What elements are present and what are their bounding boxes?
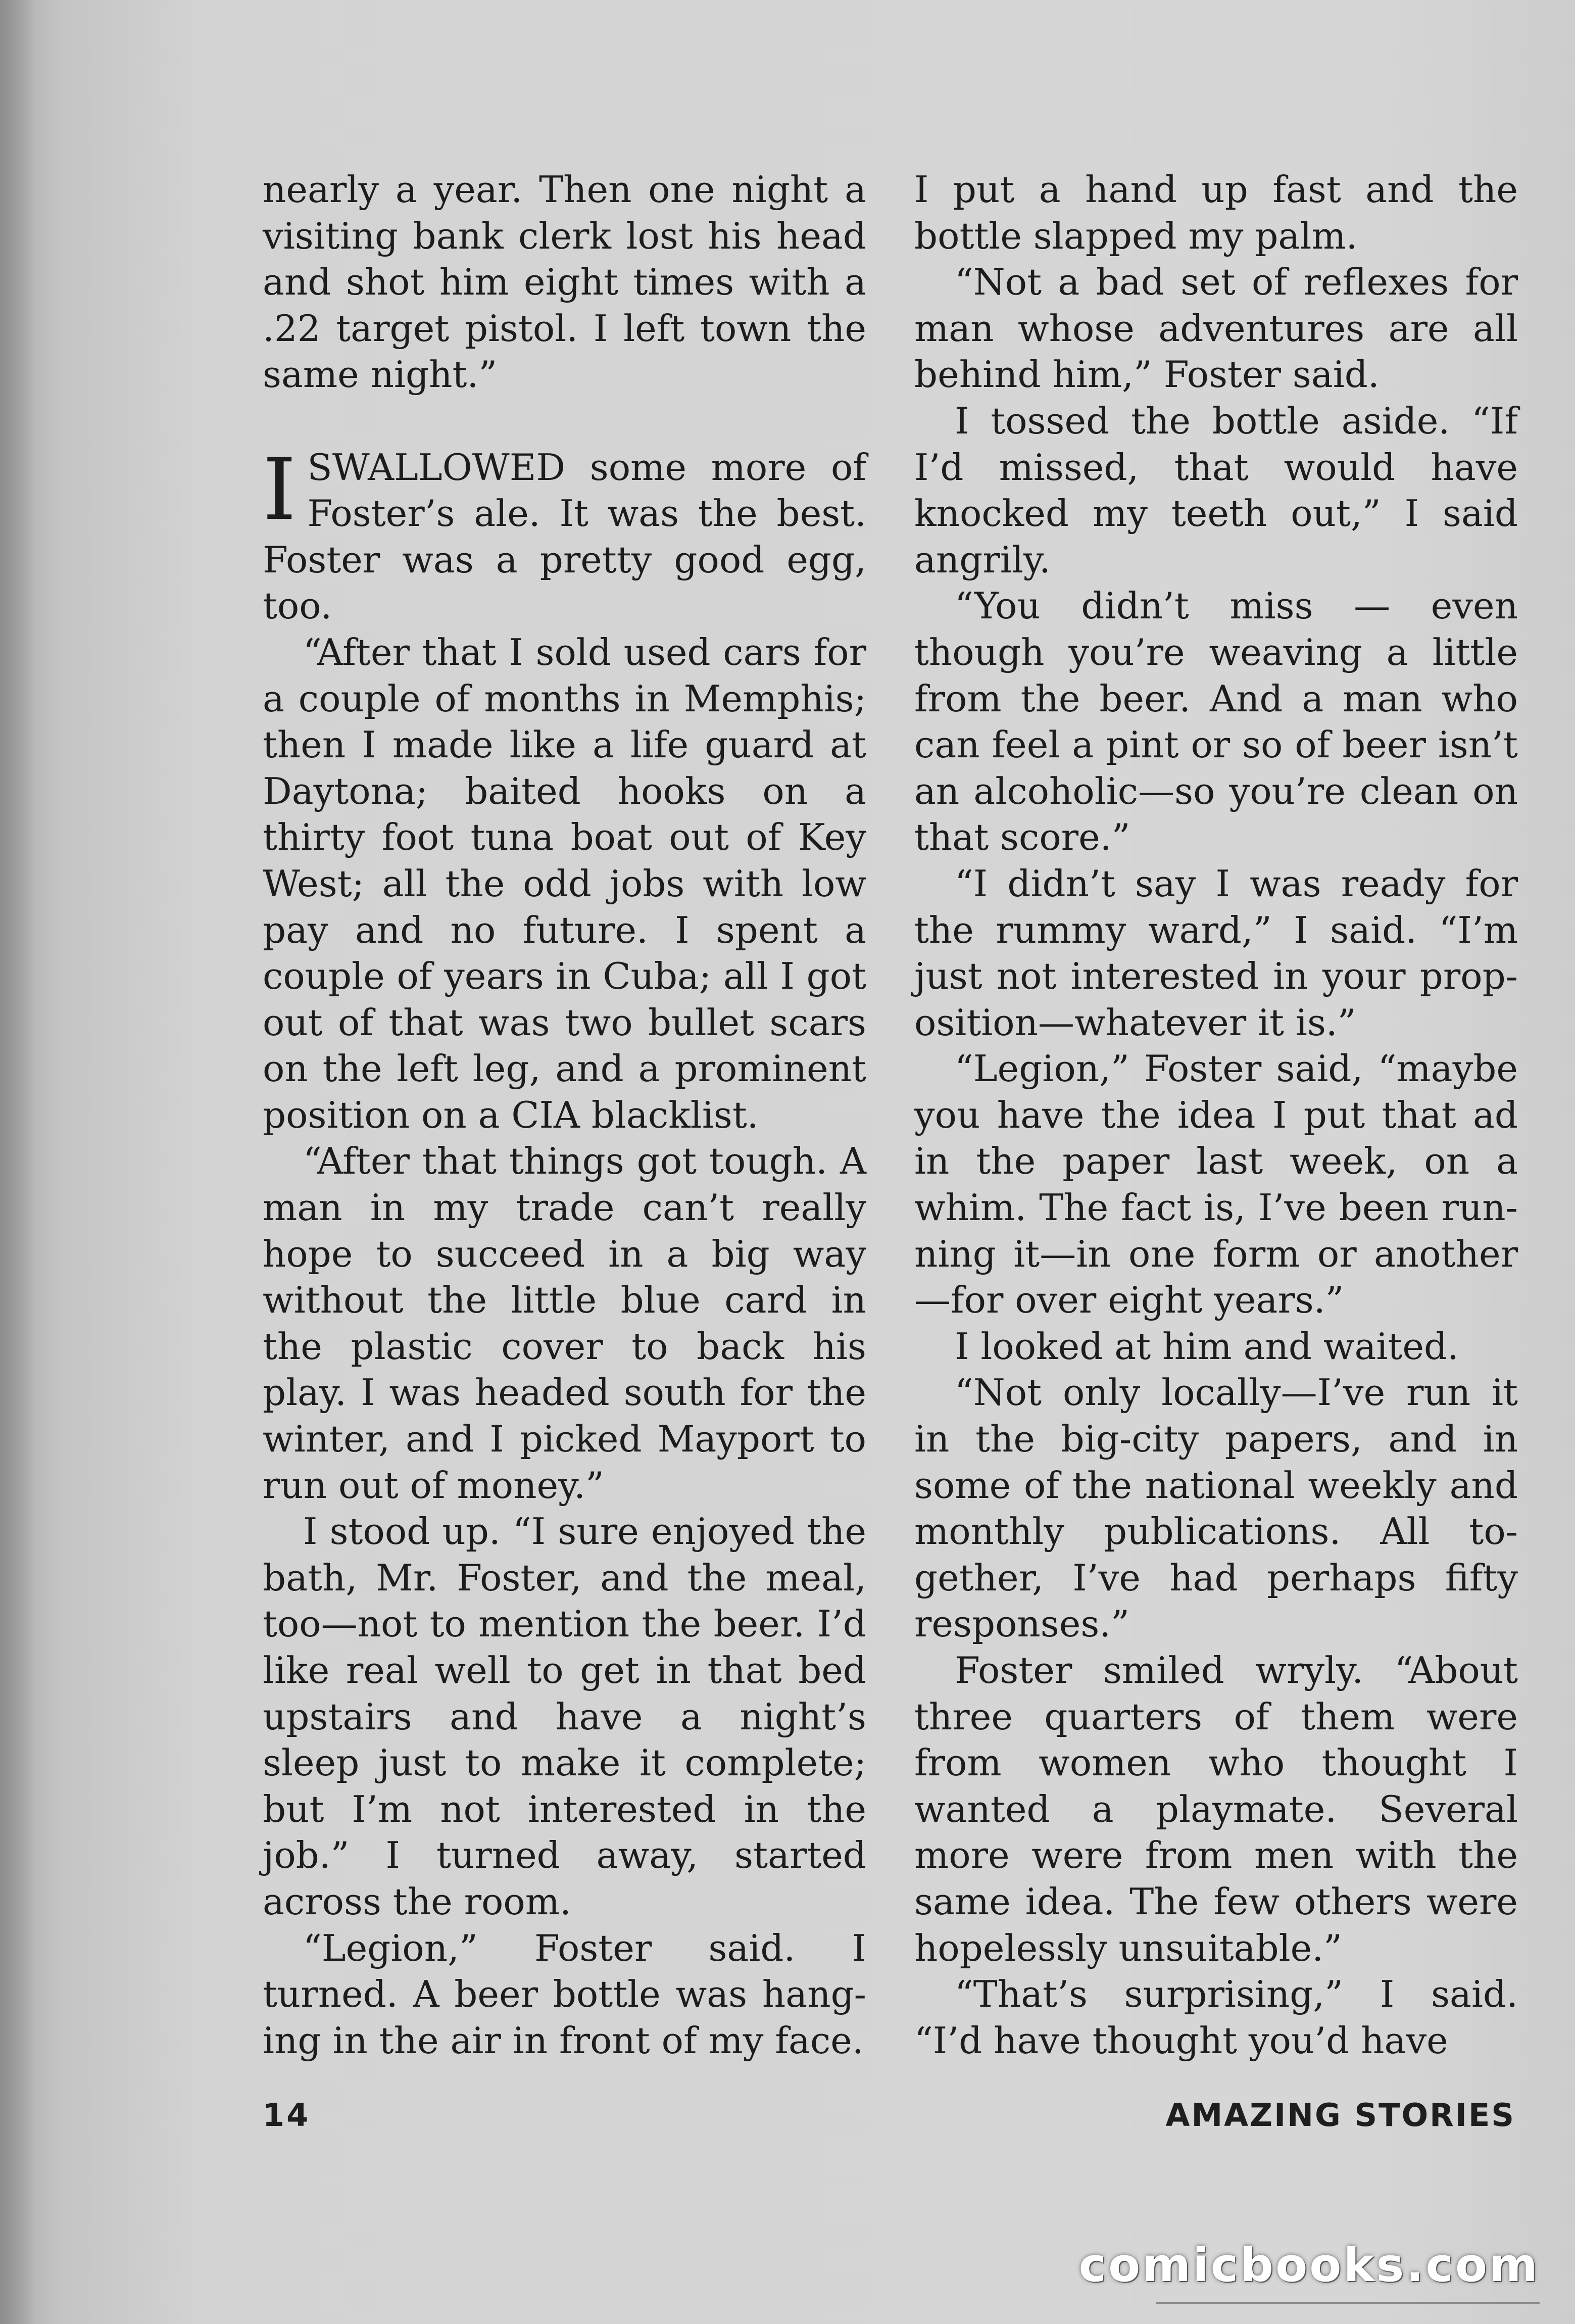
watermark-underline	[1156, 2302, 1540, 2304]
magazine-title: AMAZING STORIES	[1165, 2097, 1515, 2134]
paragraph: “Not only locally—I’ve run it in the big-city papers, and in some of the national weekly and monthly publications. All together, I’ve had perhaps fifty responses.”	[914, 1371, 1518, 1645]
paragraph: “Not a bad set of reflexes for man whose adventures are all behind him,” Foster said.	[914, 261, 1518, 396]
paragraph: I put a hand up fast and the bottle slapped my palm.	[914, 168, 1518, 257]
right-text-column	[914, 167, 1518, 2064]
paragraph: “That’s surprising,” I said. “I’d have thought you’d have	[914, 1973, 1518, 2062]
paragraph: “After that things got tough. A man in my trade can’t really hope to succeed in a big way without the little blue card in the plastic cover to back his play. I was headed south for the winter, and I picked Mayport to run out of money.”	[263, 1140, 866, 1507]
page-gutter-shadow	[0, 0, 35, 2324]
paragraph: “Legion,” Foster said. I turned. A beer bottle was hanging in the air in front of my face.	[263, 1926, 866, 2062]
watermark-text: comicbooks.com	[1078, 2238, 1540, 2292]
paragraph: I stood up. “I sure enjoyed the bath, Mr. Foster, and the meal, too—not to mention the beer. I’d like real well to get in that bed upstairs and have a night’s sleep just to make it complete; but I’m not interested in the job.” I turned away, started across the room.	[263, 1510, 866, 1923]
left-text-column	[263, 167, 866, 2064]
paragraph: I tossed the bottle aside. “If I’d missed, that would have knocked my teeth out,” I said angrily.	[914, 399, 1518, 581]
paragraph: “After that I sold used cars for a couple of months in Memphis; then I made like a life guard at Daytona; baited hooks on a thirty foot tuna boat out of Key West; all the odd jobs with low pay and no future. I spent a couple of years in Cuba; all I got out of that was two bullet scars on the left leg, and a prominent position on a CIA blacklist.	[263, 631, 866, 1136]
paragraph: nearly a year. Then one night a visiting bank clerk lost his head and shot him eight times with a .22 target pistol. I left town the same night.”	[263, 168, 866, 396]
paragraph: I looked at him and waited.	[955, 1325, 1459, 1368]
drop-cap: I	[263, 440, 297, 539]
page-number: 14	[263, 2097, 311, 2134]
paragraph: “I didn’t say I was ready for the rummy ward,” I said. “I’m just not interested in your proposition—whatever it is.”	[914, 862, 1518, 1044]
paragraph: Foster smiled wryly. “About three quarters of them were from women who thought I wanted a playmate. Several more were from men with the same idea. The few others were hopelessly unsuitable.”	[914, 1649, 1518, 1969]
paragraph: “Legion,” Foster said, “maybe you have the idea I put that ad in the paper last week, on a whim. The fact is, I’ve been running it—in one form or another —for over eight years.”	[914, 1047, 1518, 1322]
section-paragraph-text: SWALLOWED some more of Foster’s ale. It was the best. Foster was a pretty good egg, too.	[263, 446, 866, 627]
section-paragraph	[263, 440, 866, 630]
paragraph: “You didn’t miss — even though you’re weaving a little from the beer. And a man who can feel a pint or so of beer isn’t an alcoholic—so you’re clean on that score.”	[914, 585, 1518, 859]
